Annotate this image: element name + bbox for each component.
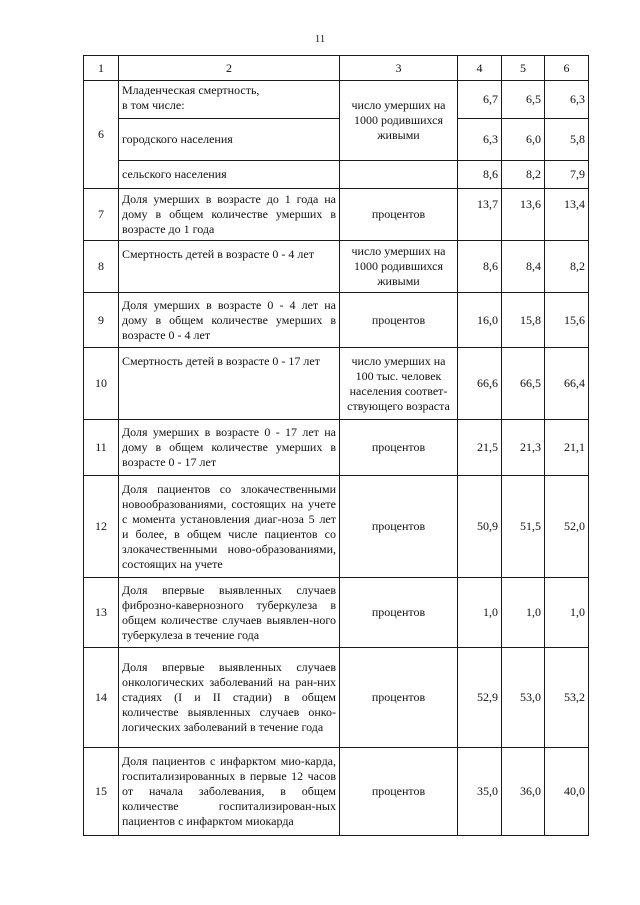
header-cell: 5 <box>502 56 545 81</box>
indicator-name: Доля умерших в возрасте 0 - 4 лет на дому в общем количестве умерших в возрасте 0 - 4 лет <box>119 293 340 348</box>
row-number: 14 <box>84 648 119 748</box>
value-cell: 6,0 <box>502 119 545 161</box>
value-cell: 5,8 <box>545 119 589 161</box>
indicator-name: Доля пациентов со злокачественными новообразованиями, состоящих на учете с момента установления диаг-ноза 5 лет и более, в общем числе пациентов со злокачественными ново-образованиями, состоящих на учете <box>119 476 340 578</box>
indicator-name: Смертность детей в возрасте 0 - 17 лет <box>119 348 340 420</box>
value-cell: 66,4 <box>545 348 589 420</box>
unit-cell: число умерших на 100 тыс. человек населения соответ-ствующего возраста <box>340 348 458 420</box>
row-number: 12 <box>84 476 119 578</box>
row-number: 13 <box>84 578 119 648</box>
indicator-name: Младенческая смертность, в том числе: <box>119 81 340 119</box>
unit-cell: процентов <box>340 476 458 578</box>
table-row <box>84 748 589 836</box>
value-cell: 1,0 <box>502 578 545 648</box>
unit-cell: процентов <box>340 420 458 476</box>
value-cell: 8,6 <box>458 161 502 189</box>
unit-cell: процентов <box>340 748 458 836</box>
value-cell: 16,0 <box>458 293 502 348</box>
page-number: 11 <box>314 33 326 45</box>
row-number: 11 <box>84 420 119 476</box>
row-number: 8 <box>84 241 119 293</box>
table-row <box>84 241 589 293</box>
value-cell: 1,0 <box>458 578 502 648</box>
table-row <box>84 578 589 648</box>
value-cell: 13,7 <box>458 189 502 241</box>
value-cell: 15,6 <box>545 293 589 348</box>
value-cell: 6,5 <box>502 81 545 119</box>
value-cell: 53,0 <box>502 648 545 748</box>
table-row <box>84 119 589 161</box>
value-cell: 50,9 <box>458 476 502 578</box>
value-cell: 8,4 <box>502 241 545 293</box>
value-cell: 40,0 <box>545 748 589 836</box>
unit-cell: процентов <box>340 189 458 241</box>
value-cell: 8,2 <box>545 241 589 293</box>
table-row <box>84 348 589 420</box>
value-cell: 6,3 <box>545 81 589 119</box>
indicator-name: городского населения <box>119 119 340 161</box>
indicator-name: Доля впервые выявленных случаев онкологических заболеваний на ран-них стадиях (I и II стадии) в общем количестве выявленных случаев онко-логических заболеваний в течение года <box>119 648 340 748</box>
value-cell: 21,1 <box>545 420 589 476</box>
value-cell: 15,8 <box>502 293 545 348</box>
value-cell: 7,9 <box>545 161 589 189</box>
table-row <box>84 648 589 748</box>
value-cell: 6,7 <box>458 81 502 119</box>
value-cell: 35,0 <box>458 748 502 836</box>
indicator-name: Доля впервые выявленных случаев фиброзно-кавернозного туберкулеза в общем количестве случаев выявлен-ного туберкулеза в течение года <box>119 578 340 648</box>
header-cell: 2 <box>119 56 340 81</box>
unit-cell-empty <box>340 161 458 189</box>
value-cell: 36,0 <box>502 748 545 836</box>
header-cell: 3 <box>340 56 458 81</box>
value-cell: 6,3 <box>458 119 502 161</box>
indicator-name: Смертность детей в возрасте 0 - 4 лет <box>119 241 340 293</box>
value-cell: 53,2 <box>545 648 589 748</box>
value-cell: 8,6 <box>458 241 502 293</box>
value-cell: 13,4 <box>545 189 589 241</box>
indicator-name: сельского населения <box>119 161 340 189</box>
table-row <box>84 293 589 348</box>
table-row <box>84 161 589 189</box>
row-number: 9 <box>84 293 119 348</box>
indicator-name: Доля умерших в возрасте 0 - 17 лет на дому в общем количестве умерших в возрасте 0 - 17 лет <box>119 420 340 476</box>
unit-cell: число умерших на 1000 родившихся живыми <box>340 81 458 161</box>
row-number: 6 <box>84 81 119 189</box>
value-cell: 66,5 <box>502 348 545 420</box>
row-number: 7 <box>84 189 119 241</box>
value-cell: 52,9 <box>458 648 502 748</box>
unit-cell: процентов <box>340 578 458 648</box>
row-number: 10 <box>84 348 119 420</box>
table-row <box>84 81 589 119</box>
value-cell: 52,0 <box>545 476 589 578</box>
table-row <box>84 476 589 578</box>
table-header-row <box>84 56 589 81</box>
indicator-name: Доля умерших в возрасте до 1 года на дому в общем количестве умерших в возрасте до 1 года <box>119 189 340 241</box>
unit-cell: процентов <box>340 293 458 348</box>
header-cell: 6 <box>545 56 589 81</box>
unit-cell: число умерших на 1000 родившихся живыми <box>340 241 458 293</box>
value-cell: 21,3 <box>502 420 545 476</box>
value-cell: 8,2 <box>502 161 545 189</box>
indicator-name: Доля пациентов с инфарктом мио-карда, госпитализированных в первые 12 часов от начала заболевания, в общем количестве госпитализирован-ных пациентов с инфарктом миокарда <box>119 748 340 836</box>
value-cell: 21,5 <box>458 420 502 476</box>
value-cell: 13,6 <box>502 189 545 241</box>
indicators-table <box>83 55 589 836</box>
header-cell: 1 <box>84 56 119 81</box>
table-row <box>84 189 589 241</box>
table-row <box>84 420 589 476</box>
row-number: 15 <box>84 748 119 836</box>
header-cell: 4 <box>458 56 502 81</box>
value-cell: 1,0 <box>545 578 589 648</box>
unit-cell: процентов <box>340 648 458 748</box>
value-cell: 66,6 <box>458 348 502 420</box>
value-cell: 51,5 <box>502 476 545 578</box>
